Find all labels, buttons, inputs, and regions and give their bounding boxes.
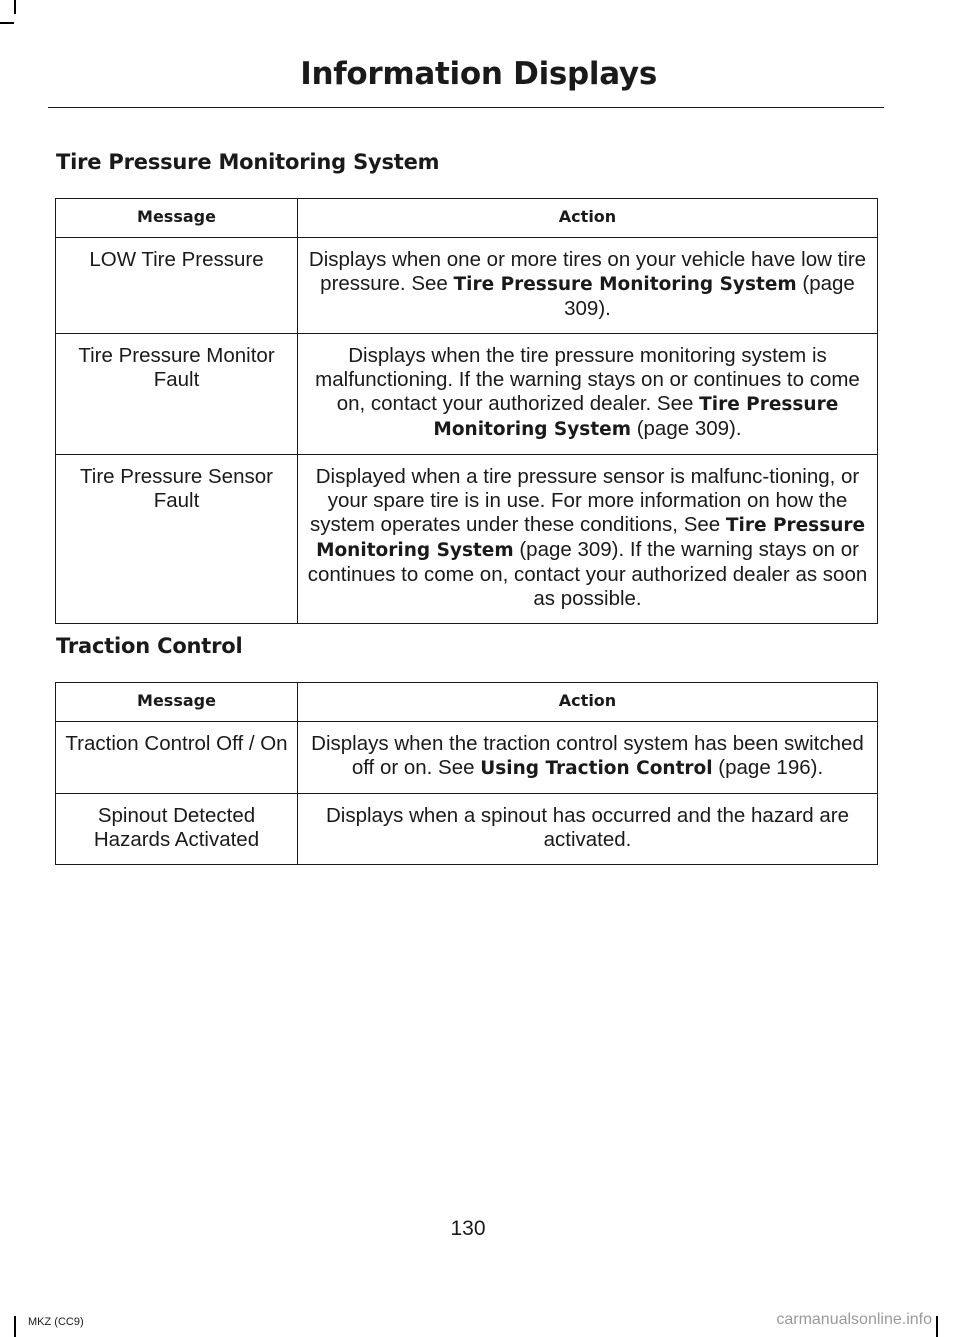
tpms-message-table: [55, 198, 878, 624]
crop-mark: [14, 1316, 16, 1337]
cross-reference-link[interactable]: Using Traction Control: [480, 758, 713, 779]
action-cell: [298, 238, 878, 334]
action-text: Displays when the traction control system has been switched off or on. See: [311, 732, 864, 779]
cross-reference-link[interactable]: Tire Pressure Monitoring System: [433, 394, 839, 440]
action-cell: [298, 334, 878, 455]
section-heading-tpms: Tire Pressure Monitoring System: [56, 150, 440, 174]
model-code: MKZ (CC9): [28, 1316, 84, 1328]
page-header-title: Information Displays: [300, 56, 657, 92]
column-header-message: Message: [56, 683, 298, 722]
page-number: 130: [450, 1217, 486, 1240]
section-heading-traction-control: Traction Control: [56, 634, 243, 658]
crop-mark: [0, 22, 14, 24]
action-text-page: (page 309).: [631, 417, 742, 440]
message-cell: Spinout Detected Hazards Activated: [56, 794, 298, 865]
action-cell: [298, 794, 878, 865]
crop-mark: [936, 1316, 938, 1337]
action-text: Displays when a spinout has occurred and the hazard are activated.: [325, 804, 850, 851]
cross-reference-link[interactable]: Tire Pressure Monitoring System: [316, 515, 866, 561]
table-row: [56, 238, 878, 334]
action-text: Displays when the tire pressure monitoring system is malfunctioning. If the warning stays on or continues to come on, contact your authorized dealer. See: [315, 344, 860, 415]
table-header-row: [56, 683, 878, 722]
traction-control-message-table: [55, 682, 878, 865]
column-header-message: Message: [56, 199, 298, 238]
table-row: [56, 722, 878, 794]
message-cell: Traction Control Off / On: [56, 722, 298, 794]
column-header-action: Action: [298, 199, 878, 238]
crop-mark: [14, 0, 16, 14]
action-text: Displayed when a tire pressure sensor is malfunc-tioning, or your spare tire is in use. For more information on how the system operates under these conditions, See: [309, 465, 860, 536]
action-cell: [298, 455, 878, 624]
message-cell: Tire Pressure Monitor Fault: [56, 334, 298, 455]
action-cell: [298, 722, 878, 794]
table-row: [56, 334, 878, 455]
action-text: Displays when one or more tires on your vehicle have low tire pressure. See: [308, 248, 867, 295]
watermark: carmanualsonline.info: [776, 1311, 932, 1328]
message-cell: LOW Tire Pressure: [56, 238, 298, 334]
cross-reference-link[interactable]: Tire Pressure Monitoring System: [453, 274, 797, 295]
column-header-action: Action: [298, 683, 878, 722]
action-text-page: (page 309).: [564, 272, 855, 320]
table-row: [56, 794, 878, 865]
action-text-page: (page 196).: [712, 756, 824, 779]
table-header-row: [56, 199, 878, 238]
message-cell: Tire Pressure Sensor Fault: [56, 455, 298, 624]
header-divider: [48, 107, 884, 108]
action-text-page: (page 309). If the warning stays on or continues to come on, contact your authorized dealer as soon as possible.: [307, 538, 868, 610]
table-row: [56, 455, 878, 624]
